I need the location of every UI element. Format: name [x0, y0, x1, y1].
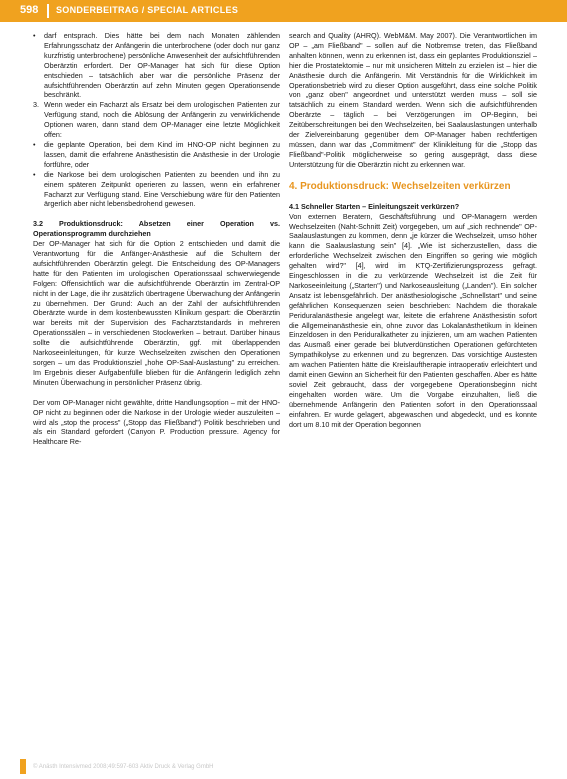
page-number: 598	[20, 4, 39, 16]
subsection-heading: 4.1 Schneller Starten – Einleitungszeit verkürzen?	[289, 201, 460, 211]
header-divider	[47, 4, 49, 18]
list-item: • die Narkose bei dem urologischen Patienten zu beenden und ihn zu einem späteren Zeitpunkt operieren zu lassen, wenn ein erfahrener Facharzt zur Verfügung stand. Eine Verschiebung wäre für den Patienten ärgerlich aber nicht lebensbedrohend gewesen.	[33, 169, 280, 209]
page-header	[0, 0, 567, 22]
paragraph: search and Quality (AHRQ). WebM&M. May 2007). Die Verantwortlichen im OP – „am Fließband" – sollen auf die Notbremse treten, das Fließband anhalten können, wenn zu erkennen ist, dass ein geplantes Produktionsziel – hier die Prostatektomie – nur mit unsicheren Mitteln zu erzielen ist – hier die Anästhesie durch die Anfängerin. Mit Verständnis für die Wirklichkeit im Operationsbetrieb wird zu dieser Option ausgeführt, dass eine solche Politik von „ganz oben" angeordnet und unterstützt werden muss – soll sie tatsächlich zu einem Standard werden. Wenn sich die aufsichtführenden Oberärzte – täglich – bei Verzögerungen im OP-Beginn, bei Zeitüberschreitungen bei den Wechselzeiten, bei Saalauslastungen unterhalb der Zielvereinbarung gegenüber dem OP-Manager haben rechtfertigen müssen, dann war das „Commitment" der Klinikleitung für die „Stopp das Fließband"-Politik möglicherweise so gering ausgeprägt, dass diese Unterstützung für die Oberärztin nicht zu erkennen war.	[289, 31, 537, 169]
paragraph: Der vom OP-Manager nicht gewählte, dritte Handlungsoption – mit der HNO-OP nicht zu beginnen oder die Narkose in der Urologie wieder auszuleiten – wird als „stop the process" („Stopp das Fließband") Politik beschrieben und als ein Standard gefordert (Canyon P. Production pressure. Agency for Healthcare Re-	[33, 397, 280, 447]
list-item: • die geplante Operation, bei dem Kind im HNO-OP nicht beginnen zu lassen, damit die erfahrene Anästhesistin die Anästhesie in der Urologie fortführe, oder	[33, 139, 280, 169]
section-heading: 4. Produktionsdruck: Wechselzeiten verkürzen	[289, 180, 511, 192]
list-number: 3.	[33, 100, 39, 110]
paragraph: Der OP-Manager hat sich für die Option 2 entschieden und damit die Verantwortung für die Anfänger-Anästhesie auf die Schultern der aufsichtführenden Oberärztin gelegt. Die Entscheidung des OP-Managers hatte für den Patienten im urologischen Operationssaal schwerwiegende Folgen: Offensichtlich war die aufsichtführende Oberärztin im Zentral-OP nicht in der Lage, die ihr zusätzlich übertragene Überwachung der Anfängerin zu übernehmen. Der Grund: Auch an der Zahl der aufsichtführenden Oberärzte wurde in dem kostenbewussten Klinikum gespart: die Oberärztin war bereits mit der Supervision des Facharztstandards in mehreren Operationssälen – in verschiedenen Stockwerken – betraut. Darüber hinaus sollte die aufsichtführende Oberärztin, ggf. mit überlappenden Narkoseeinleitungen, für kurze Wechselzeiten zwischen den Operationen sorgen – um das Produktionsziel „hohe OP-Saal-Auslastung" zu erreichen. Im Ergebnis dieser Aufgabenfülle blieben für die Anfängerin lediglich zehn Minuten Überwachung in persönlicher Präsenz übrig.	[33, 239, 280, 387]
right-column	[289, 31, 537, 430]
paragraph: Von externen Beratern, Geschäftsführung und OP-Managern werden Wechselzeiten (Naht-Schnitt Zeit) vorgegeben, um auf „sich rechnende" OP-Saalauslastungen zu kommen, denn „je kürzer die Wechselzeit, umso höher kann die Saalauslastung sein" [4]. „Wie ist sicherzustellen, dass die erforderliche Wechselzeit zwischen den Eingriffen so gering wie möglich gehalten wird?" [4], wird im KTQ-Zertifizierungsprozess gefragt. Eingeschlossen in die zu verkürzende Wechselzeit ist die Zeit für Narkoseeinleitung („Starten") und Narkoseausleitung („Landen"). Ein solcher Ansatz ist lebensgefährlich. Der anästhesiologische „Schnellstart" und seine gefährlichen Konsequenzen seien beschrieben: Nachdem die thorakale Periduralanästhesie angelegt war, leitete die erfahrene Anästhesistin sofort die Allgemeinanästhesie ein, ohne zuvor das Lokalanästhetikum in kleinen Einzeldosen in den Periduralkatheter zu injizieren, um am wachen Patienten das Ausmaß einer gerade bei blutverdünstichen Operationen gefürchteten Sympathikolyse zu erkennen und zu begrenzen. Das vorsichtige Austesten am wachen Patienten hätte die Kreislauftherapie intraoperativ erleichtert und damit einen Gewinn an Sicherheit für den Patienten geschaffen. Aber es hätte soviel Zeit gebraucht, dass der vorgegebene Operationsbeginn nicht eingehalten worden wäre. Um die Vorgabe einzuhalten, ließ die übernehmende Anfängerin den Patienten sofort in den Operationssaal einfahren. Er wurde gelagert, abgewaschen und abgedeckt, und es konnte dort um 8.10 mit der Operation begonnen	[289, 211, 537, 429]
left-column	[33, 31, 280, 447]
page-footer	[0, 755, 567, 779]
section-heading: 3.2 Produktionsdruck: Absetzen einer Operation vs. Operationsprogramm durchziehen	[33, 219, 280, 239]
list-item: • darf entsprach. Dies hätte bei dem nach Monaten zählenden Erfahrungsschatz der Anfängerin die unterbrochene (oder doch nur ganz kurzfristig unterbrochene) persönliche Anwesenheit der aufsichtführenden Oberärztin erfordert. Der OP-Manager hat sich für diese Option entschieden – tatsächlich aber war die persönliche Präsenz der aufsichtführenden Oberärztin auf zehn Minuten gegen Operationsende beschränkt.	[33, 31, 280, 100]
section-title: SONDERBEITRAG / SPECIAL ARTICLES	[56, 5, 239, 15]
list-item: 3. Wenn weder ein Facharzt als Ersatz bei dem urologischen Patienten zur Verfügung stand, noch die Ablösung der Anfängerin zu verwirklichende Optionen waren, dann stand dem OP-Manager eine letzte Möglichkeit offen:	[33, 100, 280, 140]
bullet-marker: •	[33, 31, 36, 40]
bullet-marker: •	[33, 169, 36, 179]
footer-accent-bar	[20, 759, 26, 774]
footer-citation: © Anästh Intensivmed 2008;49:597-603 Aktiv Druck & Verlag GmbH	[33, 764, 214, 770]
bullet-marker: •	[33, 139, 36, 149]
